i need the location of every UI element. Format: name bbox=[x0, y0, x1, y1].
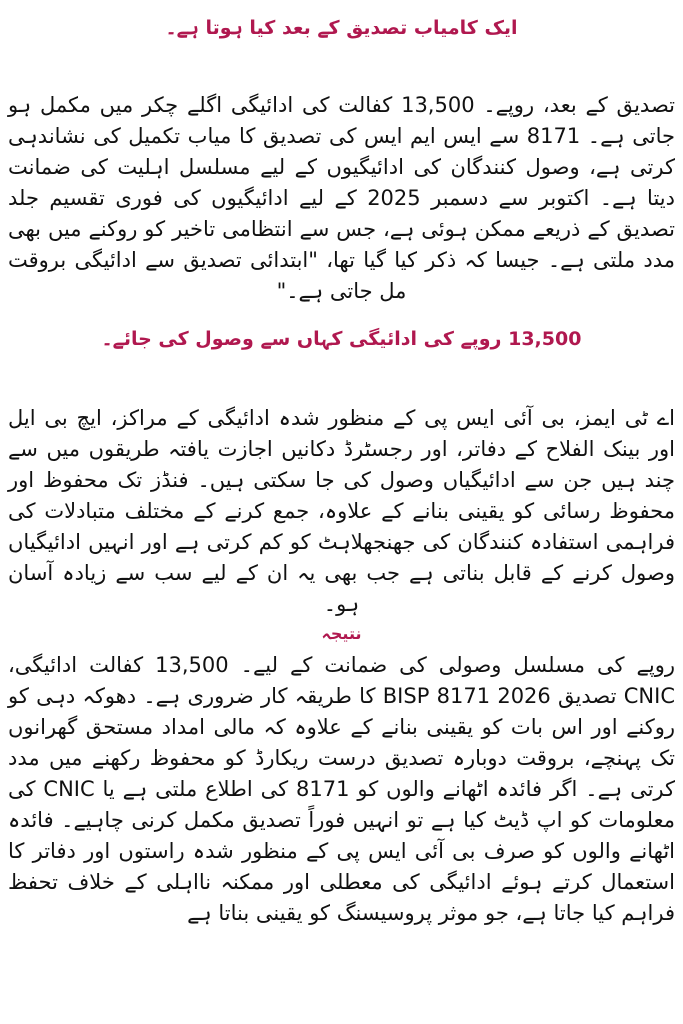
heading-success: ایک کامیاب تصدیق کے بعد کیا ہوتا ہے۔ bbox=[165, 17, 518, 39]
heading-collect: 13,500 روپے کی ادائیگی کہاں سے وصول کی جائے۔ bbox=[101, 328, 582, 350]
paragraph-conclusion: روپے کی مسلسل وصولی کی ضمانت کے لیے۔ 13,500 کفالت ادائیگی، CNIC تصدیق BISP 8171 2026 کا طریقہ کار ضروری ہے۔ دھوکہ دہی کو روکنے اور اس بات کو یقینی بنانے کے علاوہ کہ مالی امداد مستحق گھرانوں تک پہنچے، بروقت دوبارہ تصدیق درست ریکارڈ کو محفوظ رکھنے میں مدد کرتی ہے۔ اگر فائدہ اٹھانے والوں کو 8171 کی اطلاع ملتی ہے یا CNIC کی معلومات کو اپ ڈیٹ کیا ہے تو انہیں فوراً تصدیق مکمل کرنی چاہیے۔ فائدہ اٹھانے والوں کو صرف بی آئی ایس پی کے منظور شدہ راستوں اور دفاتر کا استعمال کرتے ہوئے ادائیگی کی معطلی اور ممکنہ نااہلی کے خلاف تحفظ فراہم کیا جاتا ہے، جو موثر پروسیسنگ کو یقینی بناتا ہے bbox=[8, 653, 675, 925]
heading-conclusion: نتیجہ bbox=[321, 624, 362, 643]
paragraph-collect: اے ٹی ایمز، بی آئی ایس پی کے منظور شدہ ادائیگی کے مراکز، ایچ بی ایل اور بینک الفلاح کے دفاتر، اور رجسٹرڈ دکانیں اجازت یافتہ طریقوں میں سے چند ہیں جن سے ادائیگیاں وصول کی جا سکتی ہیں۔ فنڈز تک محفوظ اور محفوظ رسائی کو یقینی بنانے کے علاوہ، جمع کرنے کے مختلف متبادلات کی فراہمی استفادہ کنندگان کی جھنجھلاہٹ کو کم کرتی ہے اور انہیں ادائیگیاں وصول کرنے کے قابل بناتی ہے جب بھی یہ ان کے لیے سب سے زیادہ آسان ہو۔ bbox=[8, 406, 675, 616]
paragraph-success: تصدیق کے بعد، روپے۔ 13,500 کفالت کی ادائیگی اگلے چکر میں مکمل ہو جاتی ہے۔ 8171 سے ایس ایم ایس کی تصدیق کا میاب تکمیل کی نشاندہی کرتی ہے، وصول کنندگان کی ادائیگیوں کے لیے مسلسل اہلیت کی ضمانت دیتا ہے۔ اکتوبر سے دسمبر 2025 کے لیے ادائیگیوں کی فوری تقسیم جلد تصدیق کے ذریعے ممکن ہوئی ہے، جس سے انتظامی تاخیر کو روکنے میں بھی مدد ملتی ہے۔ جیسا کہ ذکر کیا گیا تھا، "ابتدائی تصدیق سے ادائیگی بروقت مل جاتی ہے۔" bbox=[8, 93, 675, 303]
